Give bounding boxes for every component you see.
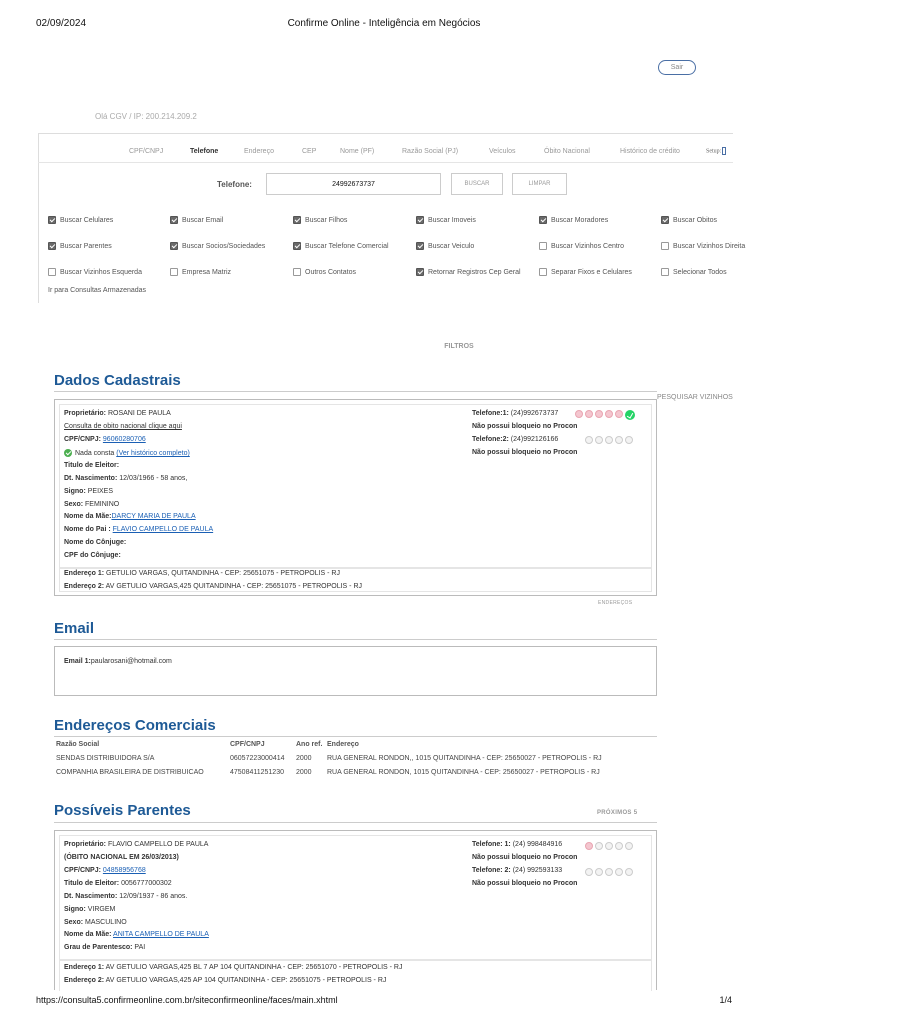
checkbox[interactable] — [661, 216, 669, 224]
email-value: paularosani@hotmail.com — [90, 658, 172, 665]
parente-phone-2-row: Telefone: 2: (24) 992593133 — [472, 867, 563, 874]
setup-label: Setup: — [706, 148, 722, 155]
parente-phone-1-rating — [585, 842, 633, 850]
obito-consulta-link[interactable]: Consulta de obito nacional clique aqui — [64, 423, 182, 430]
rating-dot — [575, 410, 583, 418]
checkbox[interactable] — [416, 242, 424, 250]
rating-dot — [595, 868, 603, 876]
tab-nome-pf[interactable]: Nome (PF) — [340, 148, 375, 155]
filtros-toggle[interactable]: FILTROS — [444, 343, 474, 350]
rating-dot — [615, 436, 623, 444]
section-divider — [54, 391, 657, 392]
checkbox[interactable] — [48, 216, 56, 224]
option-buscar-moradores[interactable]: Buscar Moradores — [539, 216, 608, 224]
parente-phone-2-rating — [585, 868, 633, 876]
whatsapp-icon[interactable] — [625, 410, 635, 420]
col-header-ano: Ano ref. — [296, 741, 323, 748]
rating-dot — [625, 436, 633, 444]
cpf-row: CPF/CNPJ: 96060280706 — [64, 436, 146, 443]
option-buscar-obitos[interactable]: Buscar Obitos — [661, 216, 717, 224]
nada-consta-row: Nada consta (Ver histórico completo) — [64, 449, 190, 457]
checkbox[interactable] — [416, 268, 424, 276]
cpf-conjuge-row: CPF do Cônjuge: — [64, 552, 121, 559]
phone-2-rating — [585, 436, 633, 444]
rating-dot — [615, 842, 623, 850]
tab-bar — [38, 148, 733, 162]
proximos-link[interactable]: PRÓXIMOS 5 — [597, 810, 638, 816]
parente-phone-1-row: Telefone: 1: (24) 998484916 — [472, 841, 563, 848]
signo-row: Signo: PEIXES — [64, 488, 114, 495]
stored-queries-link[interactable]: Ir para Consultas Armazenadas — [48, 287, 147, 294]
option-buscar-telefone-comercial[interactable]: Buscar Telefone Comercial — [293, 242, 389, 250]
option-buscar-veiculo[interactable]: Buscar Veiculo — [416, 242, 474, 250]
parente-nascimento-row: Dt. Nascimento: 12/09/1937 - 86 anos. — [64, 893, 188, 900]
check-circle-icon — [64, 449, 72, 457]
option-empresa-matriz[interactable]: Empresa Matriz — [170, 268, 231, 276]
tab-historico-credito[interactable]: Histórico de crédito — [620, 148, 680, 155]
phone-2-number: (24)992126166 — [510, 436, 559, 443]
section-title-email: Email — [54, 620, 95, 637]
col-header-cnpj: CPF/CNPJ — [230, 741, 265, 748]
rating-dot — [605, 410, 613, 418]
setup-box-icon — [722, 147, 726, 155]
tab-endereco[interactable]: Endereço — [244, 148, 274, 155]
cpf-link[interactable]: 96060280706 — [102, 436, 146, 443]
option-buscar-vizinhos-centro[interactable]: Buscar Vizinhos Centro — [539, 242, 624, 250]
print-date: 02/09/2024 — [36, 18, 87, 29]
rating-dot — [615, 410, 623, 418]
phone-label: Telefone: — [217, 180, 252, 189]
checkbox[interactable] — [539, 268, 547, 276]
section-title-comerciais: Endereços Comerciais — [54, 717, 216, 734]
phone-2-status: Não possui bloqueio no Procon — [472, 449, 578, 456]
rating-dot — [585, 436, 593, 444]
sexo-row: Sexo: FEMININO — [64, 501, 120, 508]
col-header-endereco: Endereço — [327, 741, 359, 748]
checkbox[interactable] — [539, 216, 547, 224]
checkbox[interactable] — [661, 242, 669, 250]
parente-endereco-1-row: Endereço 1: AV GETULIO VARGAS,425 BL 7 AP 104 QUITANDINHA - CEP: 25651070 - PETROPOLIS - RJ — [64, 964, 403, 971]
rating-dot — [605, 842, 613, 850]
option-buscar-vizinhos-esquerda[interactable]: Buscar Vizinhos Esquerda — [48, 268, 142, 276]
parente-cpf-link[interactable]: 04858956768 — [102, 867, 146, 874]
rating-dot — [605, 868, 613, 876]
checkbox[interactable] — [48, 268, 56, 276]
print-page-number: 1/4 — [719, 995, 732, 1005]
print-title: Confirme Online - Inteligência em Negócios — [287, 18, 481, 29]
rating-dot — [605, 436, 613, 444]
tab-veiculos[interactable]: Veículos — [489, 148, 516, 155]
parente-obito-row: (ÓBITO NACIONAL EM 26/03/2013) — [64, 854, 179, 861]
checkbox[interactable] — [539, 242, 547, 250]
checkbox[interactable] — [293, 268, 301, 276]
setup-control[interactable] — [706, 147, 726, 155]
parente-grau-row: Grau de Parentesco: PAI — [64, 944, 146, 951]
parente-endereco-2-row: Endereço 2: AV GETULIO VARGAS,425 AP 104 QUITANDINHA - CEP: 25651075 - PETROPOLIS - RJ — [64, 977, 387, 984]
tab-razao-social[interactable]: Razão Social (PJ) — [402, 148, 459, 155]
checkbox[interactable] — [170, 216, 178, 224]
phone-1-rating — [575, 410, 635, 420]
parente-sexo-row: Sexo: MASCULINO — [64, 919, 127, 926]
option-outros-contatos[interactable]: Outros Contatos — [293, 268, 356, 276]
phone-1-row: Telefone:1: (24)992673737 — [472, 410, 559, 417]
option-separar-fixos-celulares[interactable]: Separar Fixos e Celulares — [539, 268, 632, 276]
rating-dot — [595, 842, 603, 850]
tab-telefone[interactable]: Telefone — [190, 148, 219, 155]
checkbox[interactable] — [170, 242, 178, 250]
mae-link[interactable]: DARCY MARIA DE PAULA — [111, 513, 196, 520]
conjuge-row: Nome do Cônjuge: — [64, 539, 127, 546]
limpar-button[interactable]: LIMPAR — [512, 173, 567, 195]
checkbox[interactable] — [661, 268, 669, 276]
parente-titulo-row: Titulo de Eleitor: 0056777000302 — [64, 880, 172, 887]
mae-row: Nome da Mãe:DARCY MARIA DE PAULA — [64, 513, 196, 520]
option-buscar-filhos[interactable]: Buscar Filhos — [293, 216, 347, 224]
pai-link[interactable]: FLAVIO CAMPELLO DE PAULA — [112, 526, 214, 533]
address-divider — [59, 567, 652, 569]
endereco-2-row: Endereço 2: AV GETULIO VARGAS,425 QUITANDINHA - CEP: 25651075 - PETROPOLIS - RJ — [64, 583, 362, 590]
rating-dot — [615, 868, 623, 876]
tab-cep[interactable]: CEP — [302, 148, 317, 155]
parente-cpf-row: CPF/CNPJ: 04858956768 — [64, 867, 146, 874]
parente-phone-2-status: Não possui bloqueio no Procon — [472, 880, 578, 887]
phone-input[interactable] — [266, 173, 441, 195]
checkbox[interactable] — [170, 268, 178, 276]
rating-dot — [625, 868, 633, 876]
dados-card — [54, 399, 657, 596]
section-title-parentes: Possíveis Parentes — [54, 802, 191, 819]
phone-2-row: Telefone:2: (24)992126166 — [472, 436, 559, 443]
option-buscar-vizinhos-direita[interactable]: Buscar Vizinhos Direita — [661, 242, 733, 250]
email-card — [54, 646, 657, 696]
parentes-card — [54, 830, 657, 990]
option-selecionar-todos[interactable]: Selecionar Todos — [661, 268, 727, 276]
phone-1-number: (24)992673737 — [510, 410, 559, 417]
option-buscar-celulares[interactable]: Buscar Celulares — [48, 216, 113, 224]
rating-dot — [585, 842, 593, 850]
phone-1-status: Não possui bloqueio no Procon — [472, 423, 578, 430]
dados-inner — [59, 404, 652, 592]
checkbox[interactable] — [416, 216, 424, 224]
rating-dot — [595, 410, 603, 418]
rating-dot — [595, 436, 603, 444]
pai-row: Nome do Pai : FLAVIO CAMPELLO DE PAULA — [64, 526, 214, 533]
col-header-razao: Razão Social — [56, 741, 100, 748]
checkbox[interactable] — [293, 242, 301, 250]
historico-link[interactable]: (Ver histórico completo) — [116, 449, 190, 457]
enderecos-caption[interactable]: ENDEREÇOS — [598, 600, 633, 606]
rating-dot — [585, 410, 593, 418]
buscar-button[interactable]: BUSCAR — [451, 173, 503, 195]
sair-button[interactable]: Sair — [658, 60, 696, 75]
section-divider — [54, 822, 657, 823]
greeting-text: Olá CGV / IP: 200.214.209.2 — [95, 112, 197, 121]
option-buscar-socios[interactable]: Buscar Socios/Sociedades — [170, 242, 265, 250]
print-url: https://consulta5.confirmeonline.com.br/siteconfirmeonline/faces/main.xhtml — [36, 995, 338, 1005]
parente-signo-row: Signo: VIRGEM — [64, 906, 116, 913]
pesquisar-vizinhos-link[interactable]: PESQUISAR VIZINHOS — [657, 394, 733, 401]
rating-dot — [625, 842, 633, 850]
section-divider — [54, 639, 657, 640]
proprietario-value: ROSANI DE PAULA — [107, 410, 171, 417]
parente-mae-row: Nome da Mãe: ANITA CAMPELLO DE PAULA — [64, 931, 209, 938]
checkbox[interactable] — [293, 216, 301, 224]
tab-obito-nacional[interactable]: Óbito Nacional — [544, 148, 590, 155]
option-buscar-email[interactable]: Buscar Email — [170, 216, 223, 224]
option-buscar-imoveis[interactable]: Buscar Imoveis — [416, 216, 476, 224]
titulo-row: Titulo de Eleitor: — [64, 462, 120, 469]
tab-cpf-cnpj[interactable]: CPF/CNPJ — [129, 148, 164, 155]
tab-divider — [38, 162, 733, 163]
checkbox[interactable] — [48, 242, 56, 250]
option-buscar-parentes[interactable]: Buscar Parentes — [48, 242, 112, 250]
endereco-1-row: Endereço 1: GETULIO VARGAS, QUITANDINHA - CEP: 25651075 - PETROPOLIS - RJ — [64, 570, 340, 577]
proprietario-row: Proprietário: ROSANI DE PAULA — [64, 410, 171, 417]
email-row: Email 1:paularosani@hotmail.com — [64, 658, 172, 665]
parente-phone-1-status: Não possui bloqueio no Procon — [472, 854, 578, 861]
parente-mae-link[interactable]: ANITA CAMPELLO DE PAULA — [113, 931, 209, 938]
parente-proprietario-row: Proprietário: FLAVIO CAMPELLO DE PAULA — [64, 841, 209, 848]
section-title-dados: Dados Cadastrais — [54, 372, 181, 389]
rating-dot — [585, 868, 593, 876]
nascimento-row: Dt. Nascimento: 12/03/1966 - 58 anos, — [64, 475, 188, 482]
option-retornar-cep-geral[interactable]: Retornar Registros Cep Geral — [416, 268, 521, 276]
address-divider — [59, 959, 652, 961]
section-divider — [54, 736, 657, 737]
